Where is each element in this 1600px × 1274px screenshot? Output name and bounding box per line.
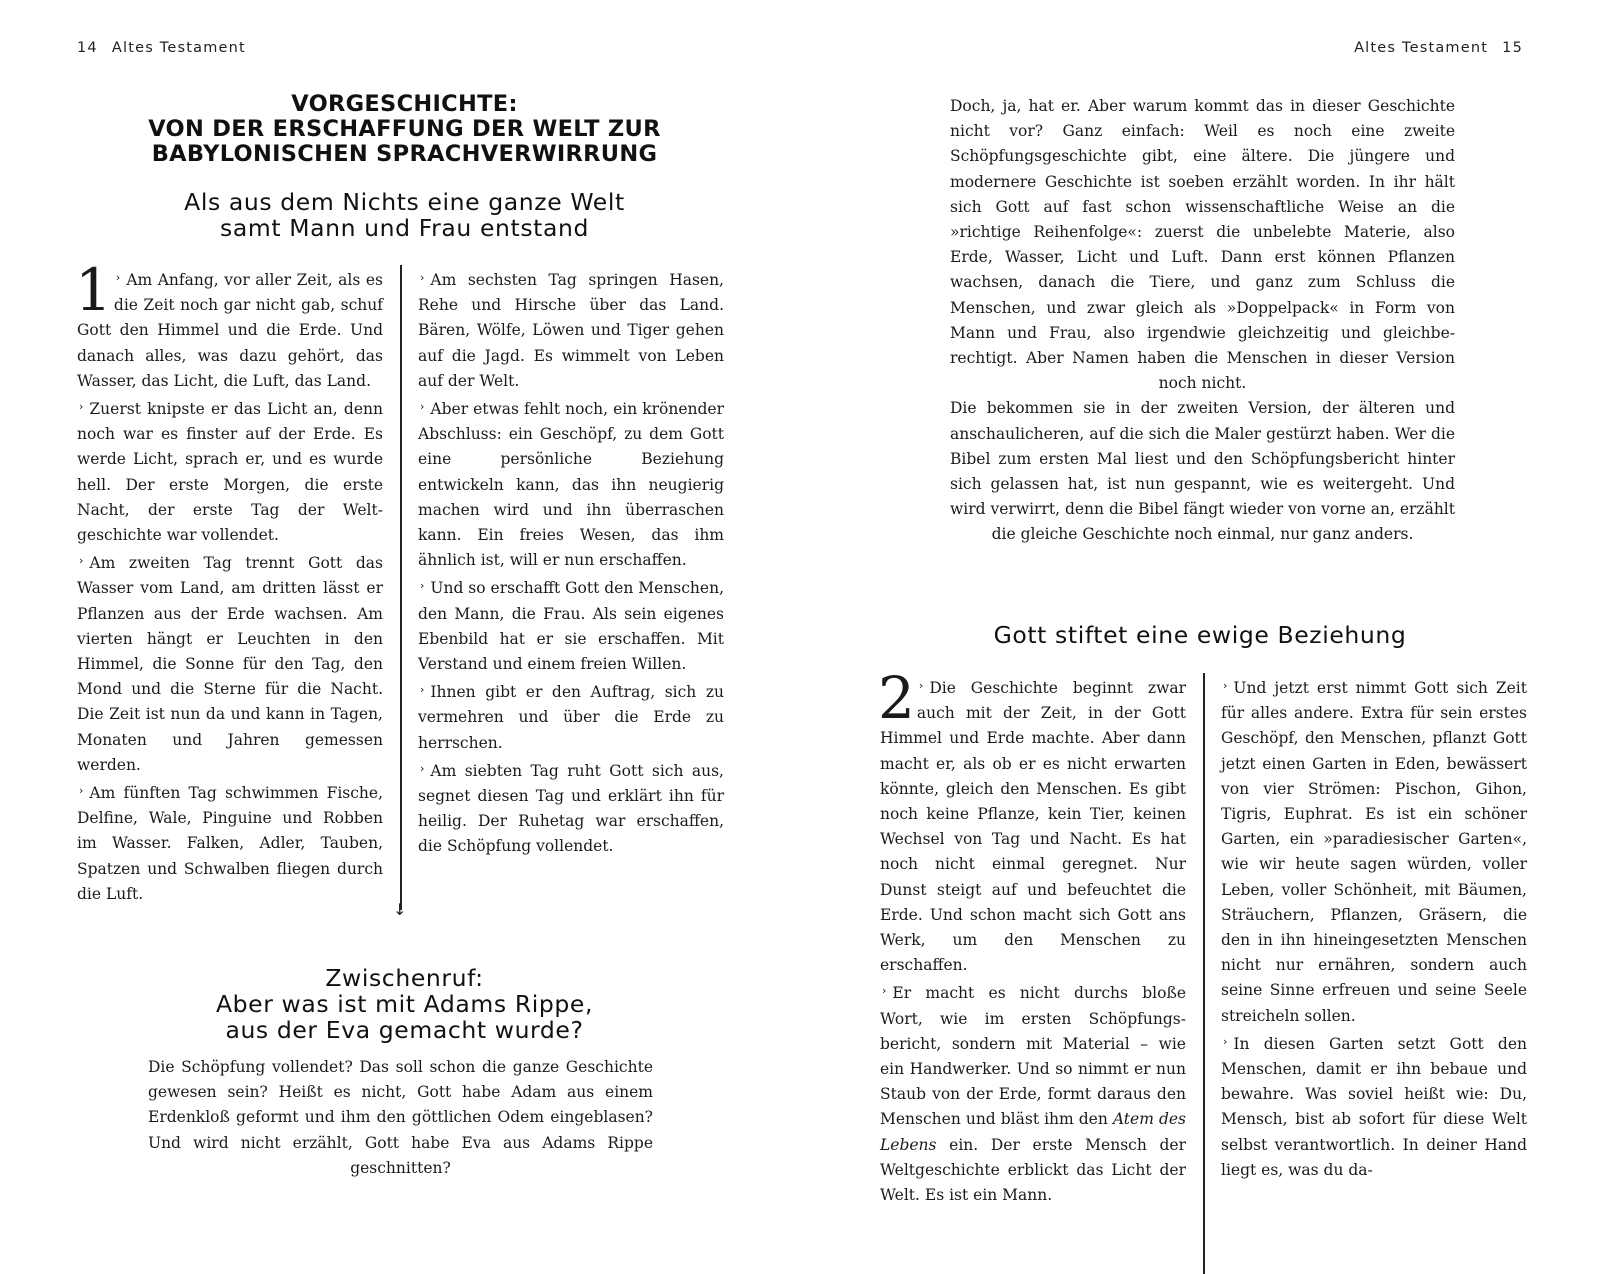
section-title-line: VORGESCHICHTE: bbox=[291, 91, 518, 117]
chapter-number: 2 bbox=[878, 664, 915, 732]
interjection-heading bbox=[77, 965, 732, 1043]
chapter-number: 1 bbox=[75, 256, 112, 324]
verse-marker-icon: › bbox=[79, 554, 84, 568]
verse-marker-icon: › bbox=[420, 683, 425, 697]
right-column-2 bbox=[1221, 673, 1527, 1183]
verse-paragraph: › In diesen Garten setzt Gott den Menschen, damit er ihn bebaue und bewahre. Was soviel heißt wie: Du, Mensch, bist ab sofort für diese Welt selbst verantwortlich. In deiner Hand liegt es, was du da- bbox=[1221, 1029, 1527, 1183]
verse-marker-icon: › bbox=[79, 400, 84, 414]
verse-paragraph: › Und jetzt erst nimmt Gott sich Zeit für alles andere. Extra für sein erstes Geschöpf, den Menschen, pflanzt Gott jetzt einen Garten in Eden, bewässert von vier Strömen: Pischon, Gihon, Tigris, Euphrat. Es ist ein schöner Garten, ein »paradiesischer Garten«, wie wir heute sagen würden, voller Leben, voller Schönheit, mit Bäumen, Sträuchern, Pflanzen, Gräsern, die den in ihn hineingesetzten Menschen nicht nur ernähren, sondern auch seine Sinne erfreuen und seine Seele streicheln sollen. bbox=[1221, 673, 1527, 1029]
subtitle-line: Als aus dem Nichts eine ganze Welt bbox=[184, 188, 625, 216]
page-number-right: 15 bbox=[1502, 40, 1523, 56]
intro-paragraph: Doch, ja, hat er. Aber warum kommt das in dieser Geschichte nicht vor? Ganz einfach: Weil es noch eine zweite Schöpfungsgeschichte gibt, eine ältere. Die jüngere und modernere Geschichte ist soeben erzählt worden. In ihr hält sich Gott auf fast schon wissenschaftliche Weise an die »richtige Reihenfolge«: zuerst die unbelebte Materie, also Erde, Wasser, Licht und Luft. Dann erst können Pflanzen wachsen, danach die Tiere, und ganz zum Schluss die Menschen, und zwar gleich als »Doppelpack« in Form von Mann und Frau, also irgendwie gleichzeitig und gleichberechtigt. Aber Namen haben die Menschen in dieser Version noch nicht. bbox=[950, 97, 1455, 393]
running-title-right: Altes Testament bbox=[1354, 40, 1489, 56]
chapter-subtitle bbox=[77, 189, 732, 241]
section-title-line: VON DER ERSCHAFFUNG DER WELT ZUR bbox=[148, 116, 661, 142]
intro-body bbox=[950, 94, 1455, 548]
continue-arrow-icon: ↓ bbox=[393, 900, 407, 919]
page-number-left: 14 bbox=[77, 40, 98, 56]
interjection-line: Aber was ist mit Adams Rippe, bbox=[215, 990, 594, 1018]
verse-paragraph: › Und so erschafft Gott den Menschen, den Mann, die Frau. Als sein eigenes Ebenbild hat er sie erschaffen. Mit Verstand und einem freien Willen. bbox=[418, 573, 724, 677]
section-title bbox=[77, 92, 732, 167]
verse-marker-icon: › bbox=[420, 579, 425, 593]
section-title-line: BABYLONISCHEN SPRACHVERWIRRUNG bbox=[151, 141, 658, 167]
verse-paragraph: › Am zweiten Tag trennt Gott das Wasser vom Land, am dritten lässt er Pflanzen aus der Erde wachsen. Am vierten hängt er Leuchten in den Himmel, die Sonne für den Tag, den Mond und die Sterne für die Nacht. Die Zeit ist nun da und kann in Tagen, Monaten und Jahren gemessen werden. bbox=[77, 548, 383, 778]
running-header-left bbox=[77, 40, 246, 56]
verse-marker-icon: › bbox=[115, 271, 121, 284]
interjection-line: Zwischenruf: bbox=[325, 964, 484, 992]
right-column-1 bbox=[878, 664, 1186, 1208]
verse-marker-icon: › bbox=[420, 271, 425, 284]
verse-paragraph: › Am fünften Tag schwimmen Fische, Delfine, Wale, Pinguine und Robben im Wasser. Falken, Adler, Tauben, Spatzen und Schwalben fliegen durch die Luft. bbox=[77, 778, 383, 907]
running-header-right bbox=[1354, 40, 1523, 56]
verse-marker-icon: › bbox=[420, 761, 425, 775]
chapter-subtitle-2 bbox=[880, 622, 1520, 648]
verse-paragraph: › Er macht es nicht durchs bloße Wort, wie im ersten Schöpfungsbericht, sondern mit Material – wie ein Handwerker. Und so nimmt er nun Staub von der Erde, formt daraus den Menschen und bläst ihm den Atem des Lebens ein. Der erste Mensch der Weltgeschichte erblickt das Licht der Welt. Es ist ein Mann. bbox=[880, 978, 1186, 1208]
intro-paragraph: Die bekommen sie in der zweiten Version, der älteren und anschaulicheren, auf die sich die Maler gestürzt haben. Wer die Bibel zum ersten Mal liest und den Schöpfungsbericht hinter sich gelassen hat, ist nun gespannt, wie es weitergeht. Und wird verwirrt, denn die Bibel fängt wieder von vorne an, erzählt die gleiche Geschichte noch einmal, nur ganz anders. bbox=[950, 399, 1455, 544]
verse-paragraph: 1 › Am Anfang, vor aller Zeit, als es die Zeit noch gar nicht gab, schuf Gott den Himmel und die Erde. Und danach alles, was dazu gehört, das Wasser, das Licht, die Luft, das Land. bbox=[75, 256, 383, 390]
interjection-text: Die Schöpfung vollendet? Das soll schon die ganze Geschichte gewesen sein? Heißt es nicht, Gott habe Adam aus einem Erdenkloß geformt und ihm den göttlichen Odem eingeblasen? Und wird nicht erzählt, Gott habe Eva aus Adams Rippe geschnitten? bbox=[148, 1058, 653, 1177]
verse-paragraph: › Aber etwas fehlt noch, ein krönender Abschluss: ein Geschöpf, zu dem Gott eine persönliche Beziehung entwickeln kann, das ihn neugierig machen wird und ihn überraschen kann. Ein freies Wesen, das ihm ähnlich ist, will er nun erschaffen. bbox=[418, 394, 724, 573]
column-divider bbox=[1203, 673, 1205, 1274]
verse-paragraph: › Am siebten Tag ruht Gott sich aus, segnet diesen Tag und erklärt ihn für heilig. Der Ruhetag war erschaffen, die Schöpfung vollendet. bbox=[418, 756, 724, 860]
verse-marker-icon: › bbox=[420, 400, 425, 414]
verse-marker-icon: › bbox=[1223, 679, 1228, 692]
subtitle-line: Gott stiftet eine ewige Beziehung bbox=[993, 621, 1407, 649]
left-column-1 bbox=[75, 256, 383, 907]
verse-marker-icon: › bbox=[882, 984, 887, 998]
verse-marker-icon: › bbox=[79, 784, 84, 798]
verse-paragraph: › Am sechsten Tag springen Hasen, Rehe und Hirsche über das Land. Bären, Wölfe, Löwen und Tiger gehen auf die Jagd. Es wimmelt von Leben auf der Welt. bbox=[418, 265, 724, 394]
left-column-2 bbox=[418, 265, 724, 860]
running-title-left: Altes Testament bbox=[111, 40, 246, 56]
verse-marker-icon: › bbox=[1223, 1034, 1228, 1048]
subtitle-line: samt Mann und Frau entstand bbox=[220, 214, 589, 242]
verse-marker-icon: › bbox=[918, 679, 924, 692]
verse-paragraph: › Zuerst knipste er das Licht an, denn noch war es finster auf der Erde. Es werde Licht, sprach er, und es wurde hell. Der erste Morgen, die erste Nacht, der erste Tag der Weltgeschichte war vollendet. bbox=[77, 394, 383, 548]
interjection-line: aus der Eva gemacht wurde? bbox=[225, 1016, 584, 1044]
verse-paragraph: › Ihnen gibt er den Auftrag, sich zu vermehren und über die Erde zu herrschen. bbox=[418, 677, 724, 756]
italic-phrase: Atem des Lebens bbox=[880, 1110, 1186, 1154]
interjection-body bbox=[148, 1055, 653, 1181]
verse-paragraph: 2 › Die Geschichte beginnt zwar auch mit der Zeit, in der Gott Himmel und Erde machte. Aber dann macht er, als ob er es nicht erwarten könnte, gleich den Menschen. Es gibt noch keine Pflanze, kein Tier, keinen Wechsel von Tag und Nacht. Es hat noch nicht einmal geregnet. Nur Dunst steigt auf und befeuchtet die Erde. Und schon macht sich Gott ans Werk, um den Menschen zu erschaffen. bbox=[878, 664, 1186, 975]
column-divider bbox=[400, 265, 402, 910]
